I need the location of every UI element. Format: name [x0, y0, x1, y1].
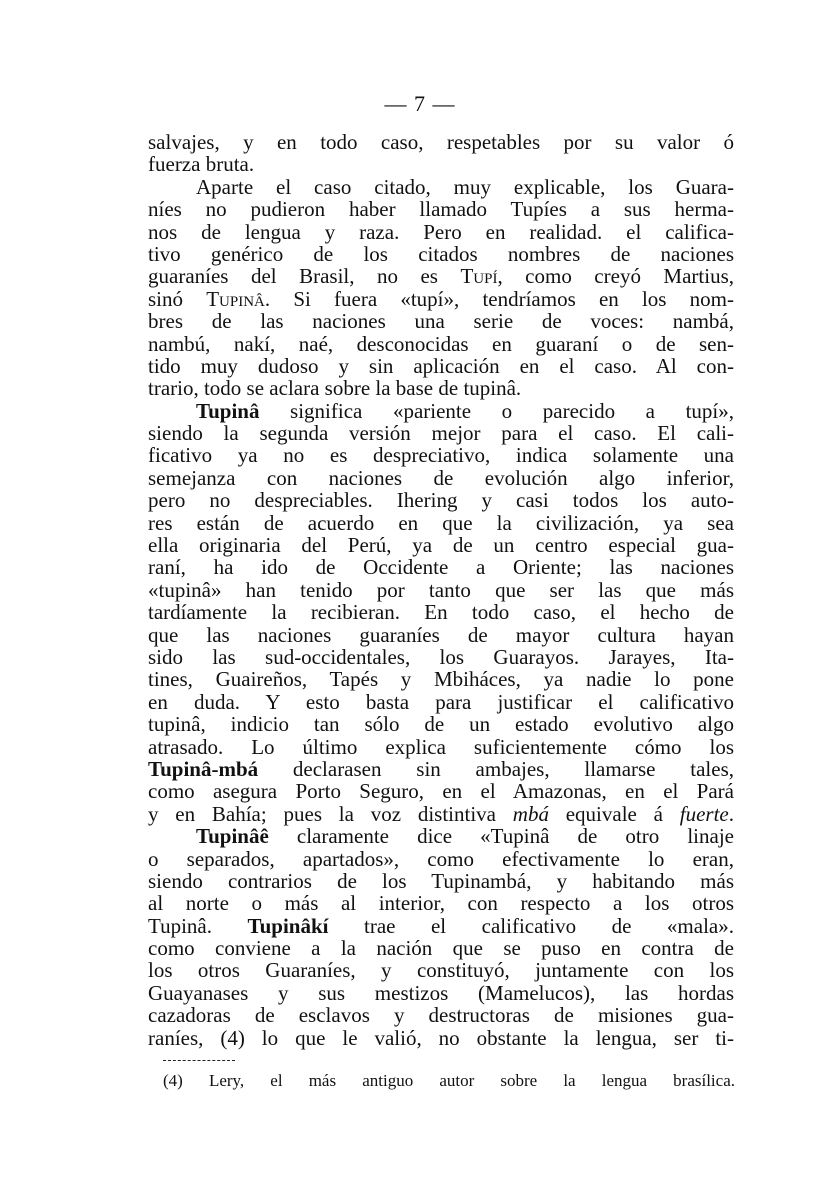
text-run: ficativo ya no es despreciativo, indica solamente una [148, 443, 734, 468]
text-run: siendo contrarios de los Tupinambá, y habitando más [148, 868, 734, 893]
italic-term: fuerte [679, 801, 729, 826]
text-line [148, 713, 734, 735]
small-caps-term: Tupí [460, 264, 498, 289]
text-line [148, 937, 734, 959]
text-run: como conviene a la nación que se puso en contra de [148, 936, 734, 961]
text-line [148, 579, 734, 601]
text-run: cazadoras de esclavos y destructoras de misiones gua- [148, 1003, 734, 1028]
text-line [148, 803, 734, 825]
text-line [148, 624, 734, 646]
bold-term: Tupinâ-mbá [148, 756, 259, 781]
text-line [148, 198, 734, 220]
text-run: como asegura Porto Seguro, en el Amazonas, en el Pará [148, 779, 734, 804]
text-run: o separados, apartados», como efectivamente lo eran, [148, 846, 734, 871]
footnote-rule [163, 1060, 235, 1061]
text-line [148, 221, 734, 243]
text-line [148, 265, 734, 287]
text-run: claramente dice «Tupinâ de otro linaje [268, 824, 734, 849]
text-run: tivo genérico de los citados nombres de naciones [148, 241, 734, 266]
text-line [148, 691, 734, 713]
text-line [148, 892, 734, 914]
text-run: siendo la segunda versión mejor para el caso. El cali- [148, 421, 734, 446]
italic-term: mbá [512, 801, 549, 826]
text-line [148, 556, 734, 578]
text-run: declarasen sin ambajes, llamarse tales, [258, 756, 734, 781]
text-line [148, 512, 734, 534]
text-run: sido las sud-occidentales, los Guarayos. Jarayes, Ita- [148, 644, 734, 669]
text-run: al norte o más al interior, con respecto a los otros [148, 891, 734, 916]
small-caps-term: Tupinâ [206, 286, 265, 311]
text-run: trario, todo se aclara sobre la base de tupinâ. [148, 376, 522, 401]
text-run: los otros Guaraníes, y constituyó, juntamente con los [148, 958, 734, 983]
text-line [148, 400, 734, 422]
page-number: — 7 — [384, 91, 456, 116]
text-run: ella originaria del Perú, ya de un centro especial gua- [148, 533, 734, 558]
text-line [148, 959, 734, 981]
text-run: sinó [148, 286, 207, 311]
text-run: atrasado. Lo último explica suficientemente cómo los [148, 734, 734, 759]
text-line [148, 982, 734, 1004]
text-line [148, 601, 734, 623]
text-run: guaraníes del Brasil, no es [148, 264, 461, 289]
text-run: tido muy dudoso y sin aplicación en el caso. Al con- [148, 353, 734, 378]
text-line [148, 915, 734, 937]
bold-term: Tupinâ [196, 398, 260, 423]
text-run: trae el calificativo de «mala». [328, 913, 734, 938]
text-line [148, 310, 734, 332]
text-run: que las naciones guaraníes de mayor cultura hayan [148, 622, 734, 647]
text-run: raníes, (4) lo que le valió, no obstante la lengua, ser ti- [148, 1025, 734, 1050]
text-run: tardíamente la recibieran. En todo caso, el hecho de [148, 600, 734, 625]
footnote: (4) Lery, el más antiguo autor sobre la lengua brasílica. [163, 1071, 735, 1090]
text-run: significa «pariente o parecido a tupí», [259, 398, 734, 423]
text-line [148, 646, 734, 668]
text-run: semejanza con naciones de evolución algo inferior, [148, 465, 734, 490]
text-run: Guayanases y sus mestizos (Mamelucos), las hordas [148, 980, 734, 1005]
text-line [148, 848, 734, 870]
text-line [148, 131, 734, 153]
text-run: en duda. Y esto basta para justificar el calificativo [148, 689, 734, 714]
text-line [148, 333, 734, 355]
text-run: nambú, nakí, naé, desconocidas en guaraní o de sen- [148, 331, 734, 356]
bold-term: Tupinâkí [247, 913, 329, 938]
text-run: pero no despreciables. Ihering y casi todos los auto- [148, 488, 734, 513]
text-line [148, 377, 734, 399]
text-run: raní, ha ido de Occidente a Oriente; las naciones [148, 555, 734, 580]
text-line [148, 355, 734, 377]
text-line [148, 1004, 734, 1026]
text-run: nos de lengua y raza. Pero en realidad. el califica- [148, 219, 734, 244]
text-run: fuerza bruta. [148, 152, 255, 177]
text-line [148, 489, 734, 511]
text-line [148, 1027, 734, 1049]
text-line [148, 467, 734, 489]
text-run: salvajes, y en todo caso, respetables por su valor ó [148, 130, 734, 154]
text-run: «tupinâ» han tenido por tanto que ser las que más [148, 577, 734, 602]
text-run: y en Bahía; pues la voz distintiva [148, 801, 513, 826]
text-line [148, 758, 734, 780]
text-run: . Si fuera «tupí», tendríamos en los nom- [264, 286, 734, 311]
text-line [148, 422, 734, 444]
text-run: res están de acuerdo en que la civilización, ya sea [148, 510, 734, 535]
text-line [148, 243, 734, 265]
text-line [148, 153, 734, 175]
text-run: equivale á [548, 801, 680, 826]
body-text [148, 131, 734, 1049]
text-line [148, 780, 734, 802]
text-line [148, 870, 734, 892]
text-run: tupinâ, indicio tan sólo de un estado evolutivo algo [148, 712, 734, 737]
text-run: bres de las naciones una serie de voces: nambá, [148, 309, 734, 334]
text-line [148, 288, 734, 310]
text-line [148, 444, 734, 466]
text-run: níes no pudieron haber llamado Tupíes a sus herma- [148, 197, 734, 222]
text-line [148, 534, 734, 556]
text-run: Aparte el caso citado, muy explicable, los Guara- [196, 174, 734, 199]
text-line [148, 736, 734, 758]
text-run: tines, Guaireños, Tapés y Mbiháces, ya nadie lo pone [148, 667, 734, 692]
text-run: , como creyó Martius, [497, 264, 734, 289]
text-line [148, 176, 734, 198]
text-run: . [728, 801, 734, 826]
text-line [148, 825, 734, 847]
bold-term: Tupinâê [196, 824, 269, 849]
text-run: Tupinâ. [148, 913, 248, 938]
text-line [148, 668, 734, 690]
